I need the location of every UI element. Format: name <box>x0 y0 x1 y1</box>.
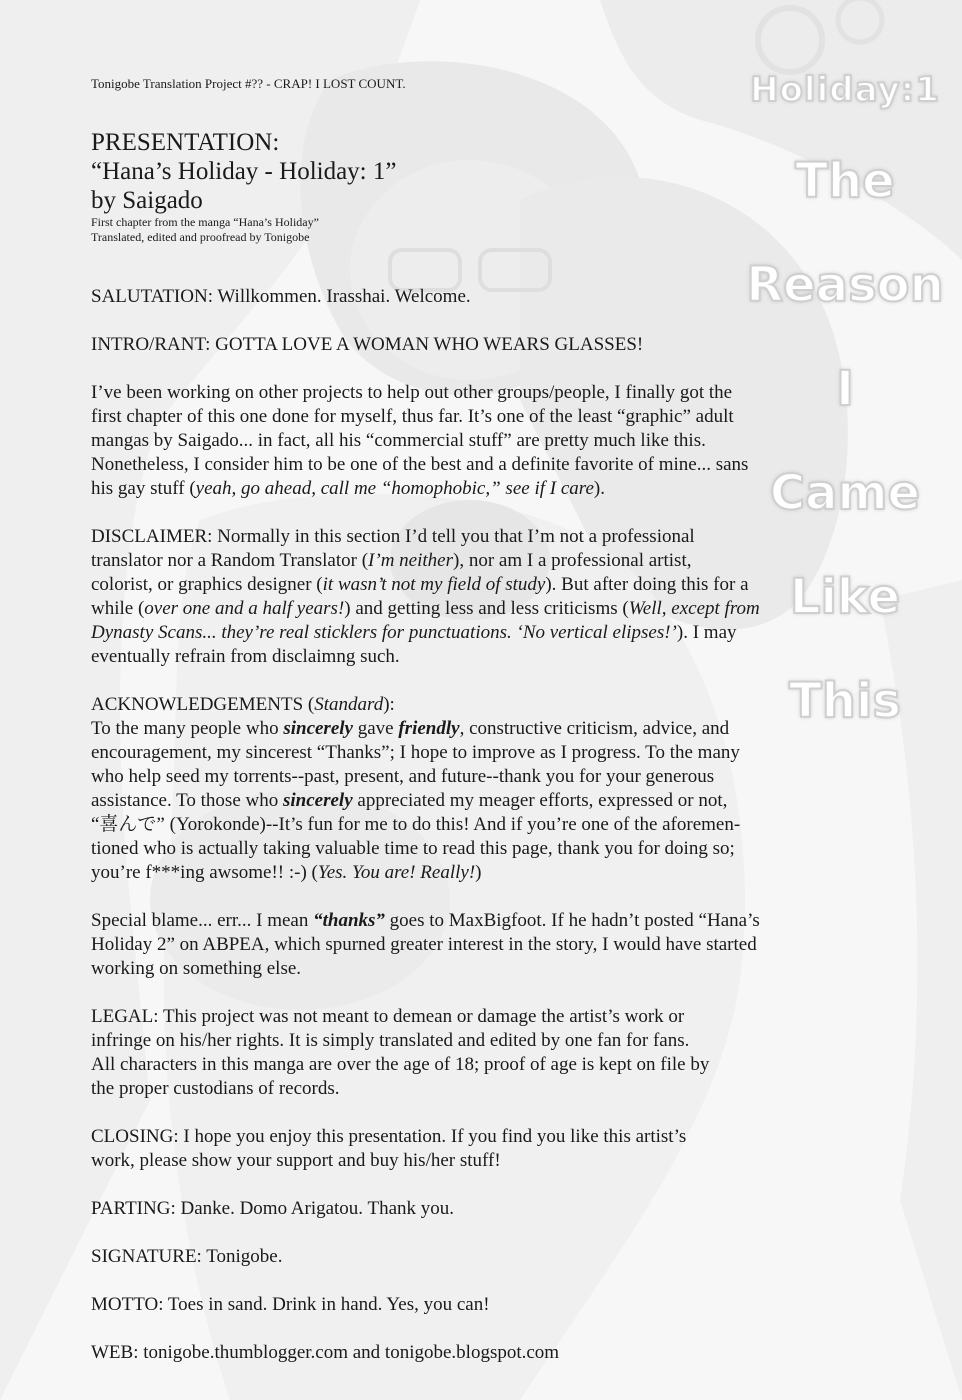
ack-emphasis: sincerely <box>283 790 353 811</box>
ack-heading: ): <box>383 694 395 715</box>
notes-text <box>91 76 881 1389</box>
vertical-title-word-1: The <box>795 153 895 209</box>
legal-line: LEGAL: This project was not meant to demean or damage the artist’s work or <box>91 1006 685 1027</box>
salutation: SALUTATION: Willkommen. Irasshai. Welcome. <box>91 286 471 307</box>
disclaimer-line: ). But after doing this for a <box>545 574 749 595</box>
rant-line: ). <box>593 478 605 499</box>
disclaimer-line: ). I may <box>676 622 737 643</box>
disclaimer-italic: Well, except from <box>628 598 760 619</box>
ack-emphasis: friendly <box>398 718 460 739</box>
rant-line: first chapter of this one done for myself, thus far. It’s one of the least “graphic” adult <box>91 406 734 427</box>
holiday-chapter-label: Holiday:1 <box>750 70 940 110</box>
closing-line: CLOSING: I hope you enjoy this presentation. If you find you like this artist’s <box>91 1126 687 1147</box>
legal-paragraph <box>91 1005 881 1101</box>
special-line: Special blame... err... I mean <box>91 910 314 931</box>
motto-line: MOTTO: Toes in sand. Drink in hand. Yes, you can! <box>91 1294 490 1315</box>
presentation-byline: by Saigado <box>91 187 203 214</box>
ack-line: ) <box>475 862 482 883</box>
closing-line: work, please show your support and buy his/her stuff! <box>91 1150 501 1171</box>
disclaimer-line: while ( <box>91 598 145 619</box>
disclaimer-line: colorist, or graphics designer ( <box>91 574 323 595</box>
ack-line: who help seed my torrents--past, present, and future--thank you for your generous <box>91 766 715 787</box>
presentation-title: “Hana’s Holiday - Holiday: 1” <box>91 158 397 185</box>
rant-italic: yeah, go ahead, call me “homophobic,” see if I care <box>195 478 594 499</box>
web-line: WEB: tonigobe.thumblogger.com and tonigobe.blogspot.com <box>91 1342 560 1363</box>
disclaimer-italic: over one and a half years! <box>144 598 345 619</box>
disclaimer-line: ) and getting less and less criticisms ( <box>344 598 629 619</box>
disclaimer-italic: it wasn’t not my field of study <box>322 574 546 595</box>
vertical-title-word-6: This <box>789 673 901 729</box>
ack-line: appreciated my meager efforts, expressed or not, <box>352 790 728 811</box>
project-line: Tonigobe Translation Project #?? - CRAP! I LOST COUNT. <box>91 76 406 91</box>
special-line: Holiday 2” on ABPEA, which spurned greater interest in the story, I would have started <box>91 934 757 955</box>
ack-heading-italic: Standard <box>314 694 384 715</box>
legal-line: All characters in this manga are over the age of 18; proof of age is kept on file by <box>91 1054 710 1075</box>
legal-line: infringe on his/her rights. It is simply translated and edited by one fan for fans. <box>91 1030 690 1051</box>
disclaimer-italic: I’m neither <box>368 550 453 571</box>
ack-italic: Yes. You are! Really! <box>317 862 476 883</box>
rant-paragraph <box>91 381 881 501</box>
subinfo-line-2: Translated, edited and proofread by Tonigobe <box>91 230 310 244</box>
special-thanks-paragraph <box>91 909 881 981</box>
rant-line: Nonetheless, I consider him to be one of the best and a definite favorite of mine... sans <box>91 454 749 475</box>
legal-line: the proper custodians of records. <box>91 1078 340 1099</box>
signature-line: SIGNATURE: Tonigobe. <box>91 1246 283 1267</box>
ack-line: “喜んで” (Yorokonde)--It’s fun for me to do this! And if you’re one of the aforemen- <box>91 814 741 835</box>
vertical-title-word-4: Came <box>769 465 921 521</box>
ack-line: To the many people who <box>91 718 284 739</box>
disclaimer-line: DISCLAIMER: Normally in this section I’d tell you that I’m not a professional <box>91 526 695 547</box>
disclaimer-paragraph <box>91 525 881 669</box>
vertical-title-word-3: I <box>836 361 854 417</box>
ack-line: you’re f***ing awsome!! :-) ( <box>91 862 318 883</box>
rant-line: his gay stuff ( <box>91 478 196 499</box>
ack-emphasis: sincerely <box>283 718 353 739</box>
closing-paragraph <box>91 1125 881 1173</box>
special-line: working on something else. <box>91 958 302 979</box>
disclaimer-line: ), nor am I a professional artist, <box>453 550 692 571</box>
vertical-title-word-2: Reason <box>746 257 944 313</box>
presentation-label: PRESENTATION: <box>91 129 280 156</box>
special-line: goes to MaxBigfoot. If he hadn’t posted “Hana’s <box>384 910 760 931</box>
rant-line: mangas by Saigado... in fact, all his “commercial stuff” are pretty much like this. <box>91 430 706 451</box>
subinfo-line-1: First chapter from the manga “Hana’s Holiday” <box>91 215 319 229</box>
ack-line: tioned who is actually taking valuable time to read this page, thank you for doing so; <box>91 838 735 859</box>
special-emphasis: “thanks” <box>313 910 385 931</box>
vertical-title-word-5: Like <box>789 569 901 625</box>
acknowledgements-paragraph <box>91 693 881 885</box>
intro-rant: INTRO/RANT: GOTTA LOVE A WOMAN WHO WEARS GLASSES! <box>91 334 644 355</box>
ack-line: assistance. To those who <box>91 790 283 811</box>
ack-line: encouragement, my sincerest “Thanks”; I hope to improve as I progress. To the many <box>91 742 740 763</box>
disclaimer-italic: Dynasty Scans... they’re real sticklers for punctuations. ‘No vertical elipses!’ <box>91 622 677 643</box>
ack-line: gave <box>352 718 399 739</box>
presentation-subinfo <box>91 215 881 245</box>
disclaimer-line: eventually refrain from disclaimng such. <box>91 646 400 667</box>
parting-line: PARTING: Danke. Domo Arigatou. Thank you. <box>91 1198 455 1219</box>
disclaimer-line: translator nor a Random Translator ( <box>91 550 369 571</box>
rant-line: I’ve been working on other projects to help out other groups/people, I finally got the <box>91 382 733 403</box>
ack-line: , constructive criticism, advice, and <box>459 718 730 739</box>
ack-heading: ACKNOWLEDGEMENTS ( <box>91 694 315 715</box>
